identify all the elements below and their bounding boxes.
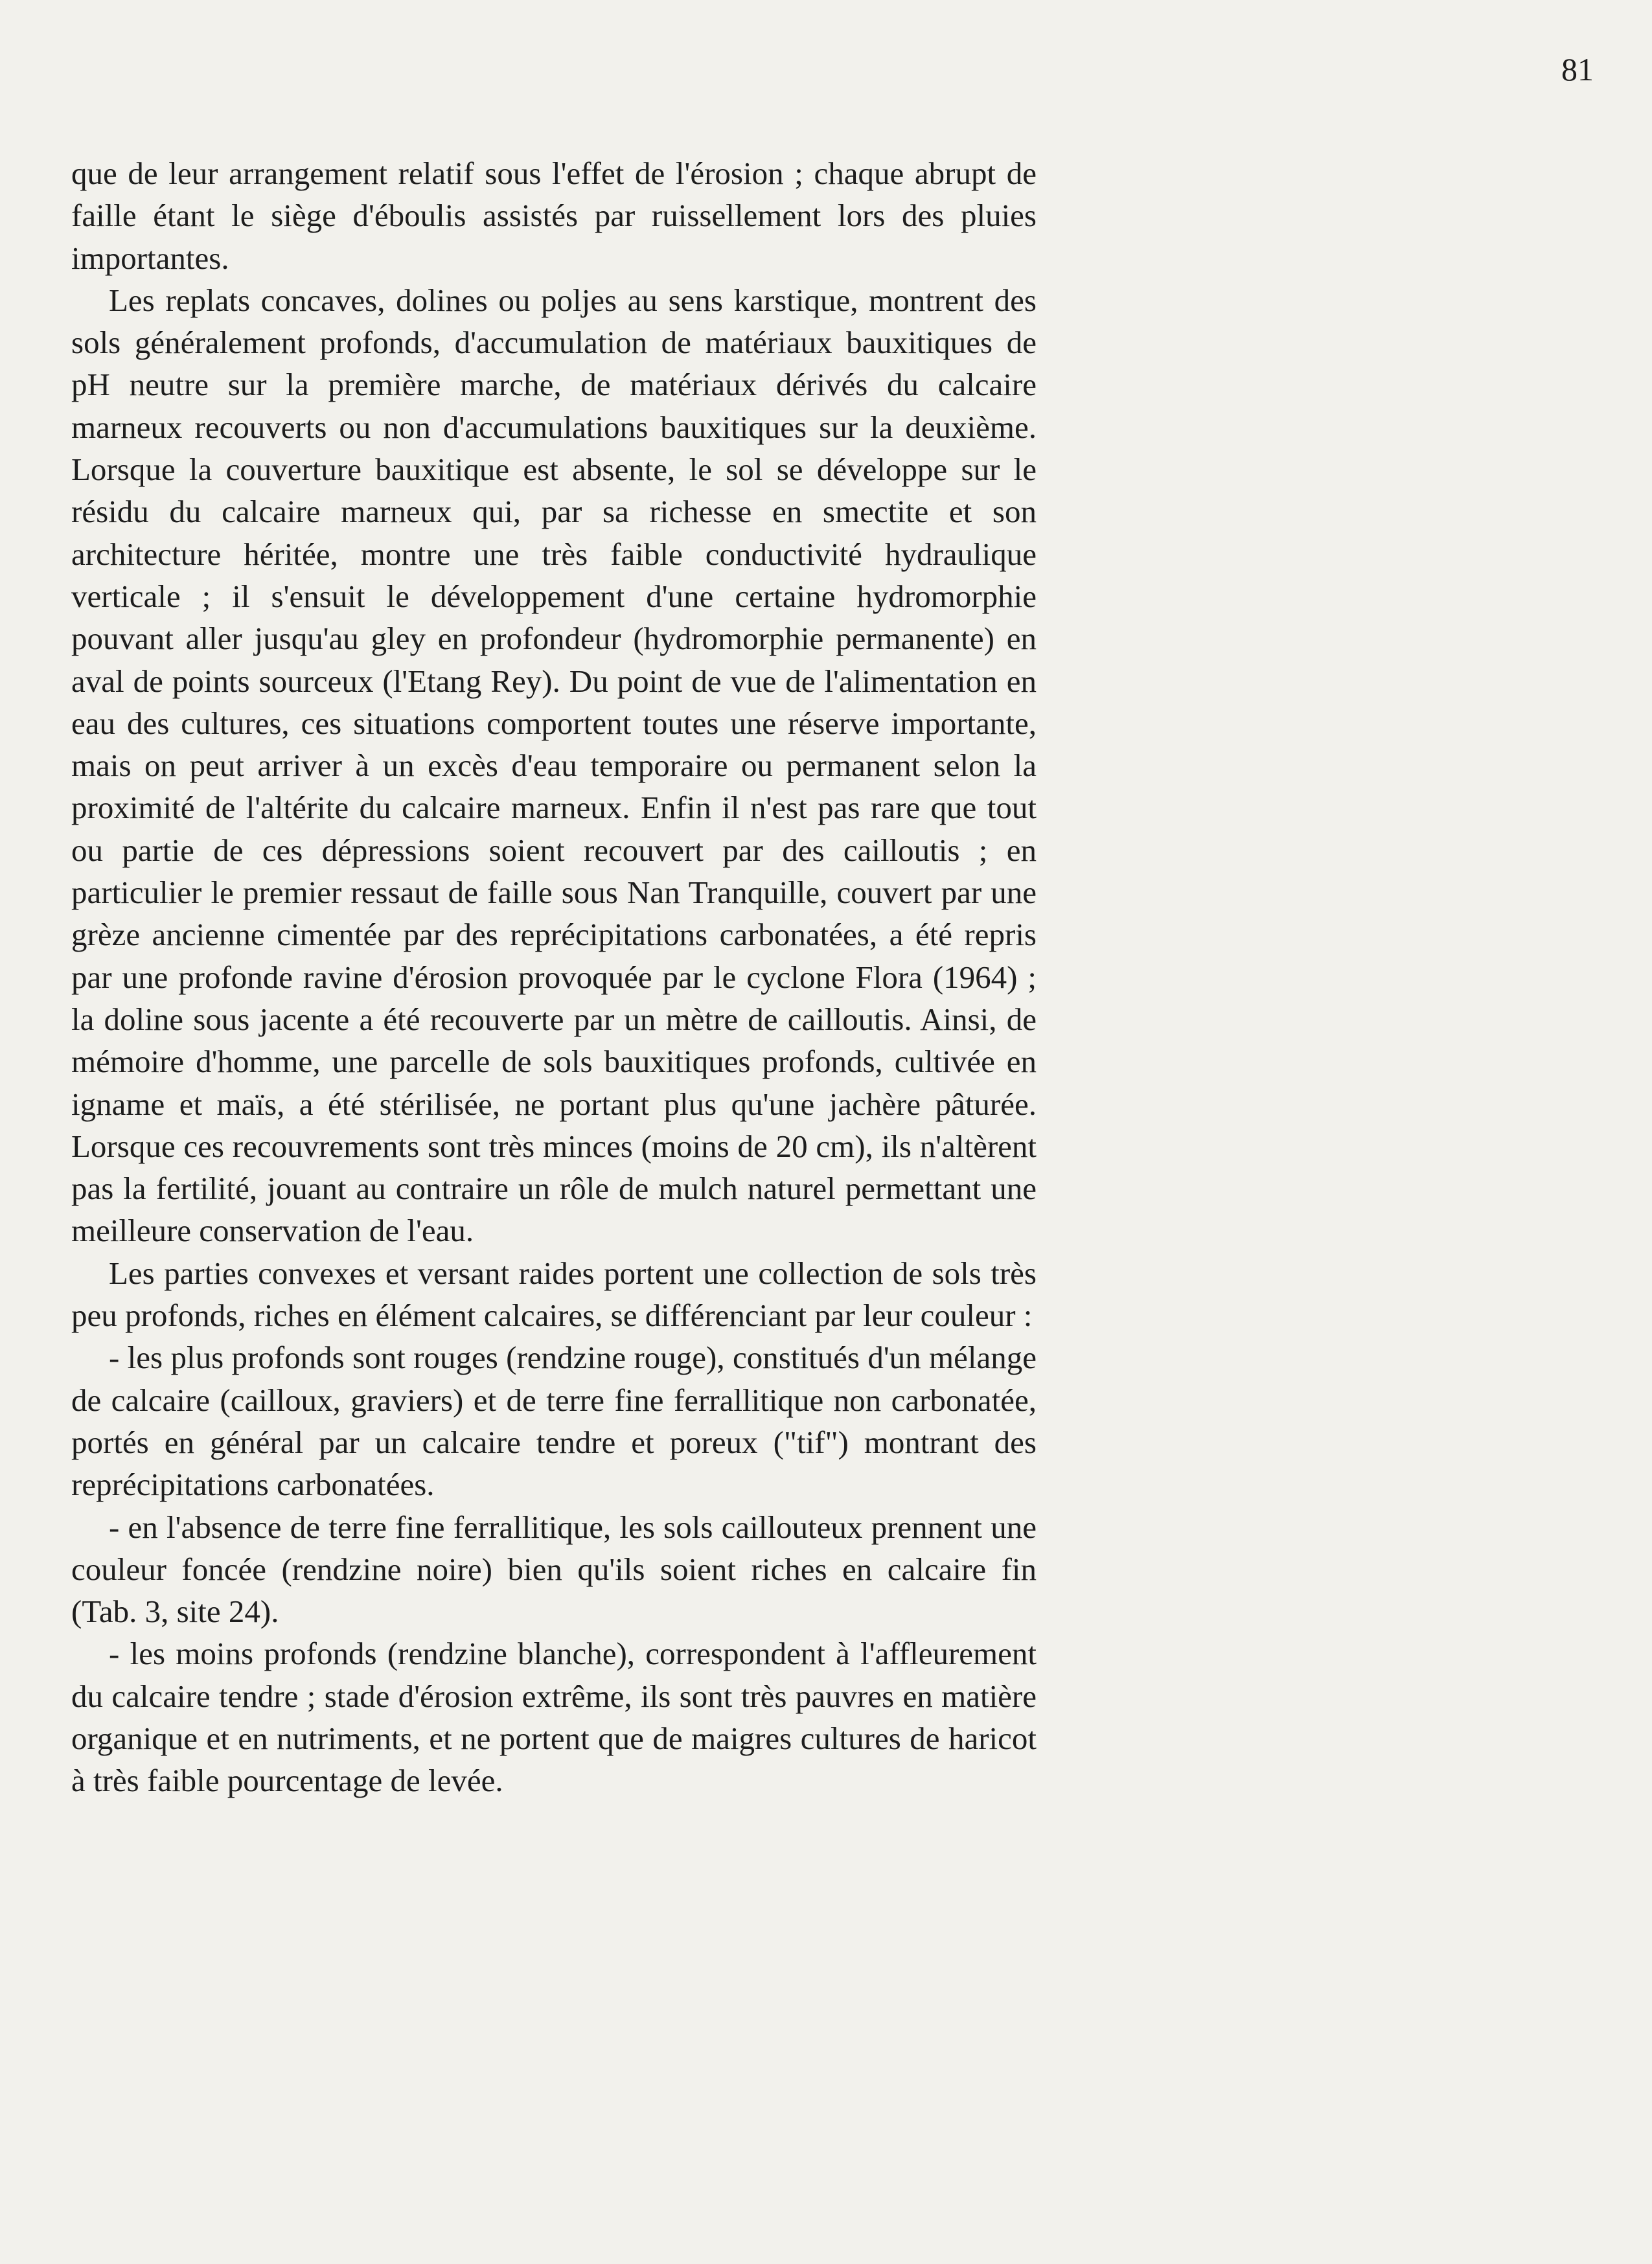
paragraph-parties-convexes: Les parties convexes et versant raides portent une collection de sols très peu profonds, riches en élément calcaires, se différenciant par leur couleur : — [71, 1255, 1037, 1334]
paragraph-replats-concaves: Les replats concaves, dolines ou poljes au sens karstique, montrent des sols généralement profonds, d'accumulation de matériaux bauxitiques de pH neutre sur la première marche, de matériaux dérivés du calcaire marneux recouverts ou non d'accumulations bauxitiques sur la deuxième. Lorsque la couverture bauxitique est absente, le sol se développe sur le résidu du calcaire marneux qui, par sa richesse en smectite et son architecture héritée, montre une très faible conductivité hydraulique verticale ; il s'ensuit le développement d'une certaine hydromorphie pouvant aller jusqu'au gley en profondeur (hydromorphie permanente) en aval de points sourceux (l'Etang Rey). Du point de vue de l'alimentation en eau des cultures, ces situations comportent toutes une réserve importante, mais on peut arriver à un excès d'eau temporaire ou permanent selon la proximité de l'altérite du calcaire marneux. Enfin il n'est pas rare que tout ou partie de ces dépressions soient recouvert par des cailloutis ; en particulier le premier ressaut de faille sous Nan Tranquille, couvert par une grèze ancienne cimentée par des reprécipitations carbonatées, a été repris par une profonde ravine d'érosion provoquée par le cyclone Flora (1964) ; la doline sous jacente a été recouverte par un mètre de cailloutis. Ainsi, de mémoire d'homme, une parcelle de sols bauxitiques profonds, cultivée en igname et maïs, a été stérilisée, ne portant plus qu'une jachère pâturée. Lorsque ces recouvrements sont très minces (moins de 20 cm), ils n'altèrent pas la fertilité, jouant au contraire un rôle de mulch naturel permettant une meilleure conservation de l'eau. — [71, 282, 1037, 1249]
list-item-rendzine-noire: - en l'absence de terre fine ferrallitique, les sols caillouteux prennent une couleur foncée (rendzine noire) bien qu'ils soient riches en calcaire fin (Tab. 3, site 24). — [71, 1509, 1037, 1630]
body-text — [71, 152, 1037, 1802]
list-item-rendzine-rouge: - les plus profonds sont rouges (rendzine rouge), constitués d'un mélange de calcaire (cailloux, graviers) et de terre fine ferrallitique non carbonatée, portés en général par un calcaire tendre et poreux ("tif") montrant des reprécipitations carbonatées. — [71, 1340, 1037, 1503]
list-item-rendzine-blanche: - les moins profonds (rendzine blanche), correspondent à l'affleurement du calcaire tendre ; stade d'érosion extrême, ils sont très pauvres en matière organique et en nutriments, et ne portent que de maigres cultures de haricot à très faible pourcentage de levée. — [71, 1636, 1037, 1799]
page-number: 81 — [1561, 51, 1594, 87]
paragraph-continuation: que de leur arrangement relatif sous l'effet de l'érosion ; chaque abrupt de faille étant le siège d'éboulis assistés par ruissellement lors des pluies importantes. — [71, 155, 1037, 276]
